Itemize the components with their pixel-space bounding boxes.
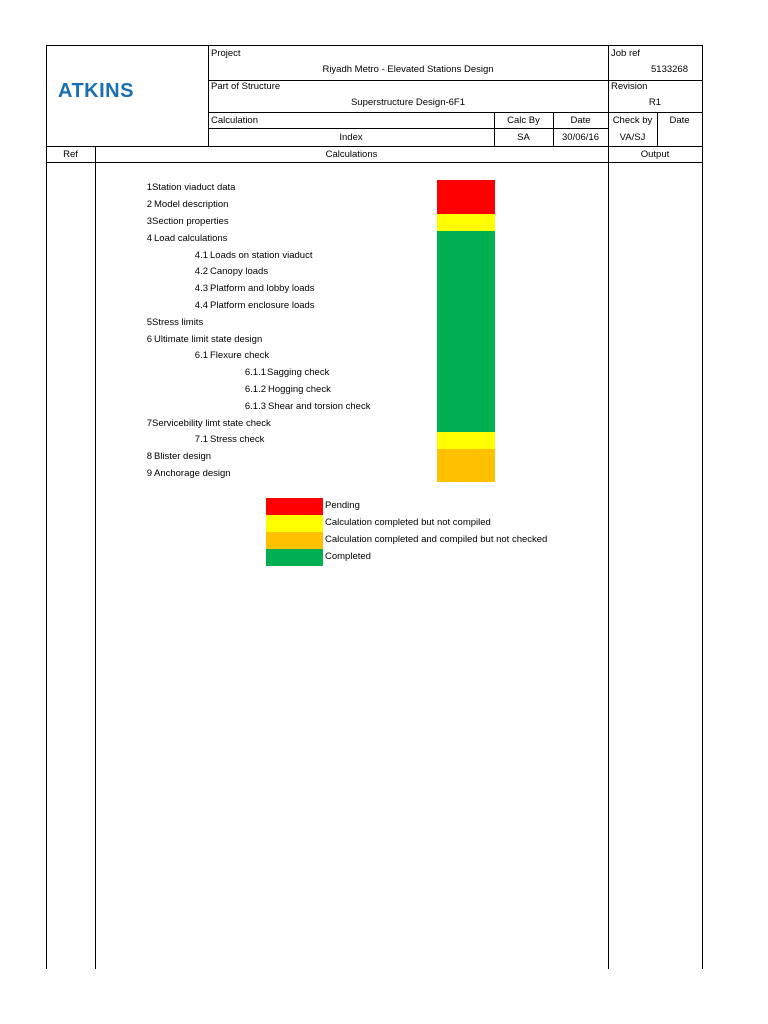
checkby-value: VA/SJ — [619, 132, 646, 143]
index-item: Loads on station viaduct — [210, 250, 313, 261]
ref-column-header: Ref — [63, 149, 78, 160]
revision-value: R1 — [648, 97, 661, 108]
date2-label: Date — [669, 115, 690, 126]
project-value: Riyadh Metro - Elevated Stations Design — [322, 64, 494, 75]
index-item: Blister design — [154, 451, 212, 462]
calc-value: Index — [339, 132, 363, 143]
date-label: Date — [570, 115, 591, 126]
jobref-value: 5133268 — [651, 64, 688, 75]
status-cell-completed — [437, 231, 495, 432]
jobref-label: Job ref — [611, 48, 641, 59]
index-num: 4.3 — [194, 283, 208, 294]
index-item: Flexure check — [210, 350, 270, 361]
part-label: Part of Structure — [211, 81, 281, 92]
index-item: Hogging check — [268, 384, 331, 395]
calc-label: Calculation — [211, 115, 258, 126]
index-item: Platform enclosure loads — [210, 300, 315, 311]
index-num: 6.1 — [194, 350, 208, 361]
index-item: Section properties — [152, 216, 229, 227]
legend-swatch-not-compiled — [266, 515, 323, 532]
project-label: Project — [211, 48, 241, 59]
index-num: 6 — [146, 334, 152, 345]
index-num: 7 — [146, 418, 152, 429]
index-item: Stress limits — [152, 317, 204, 328]
index-num: 5 — [146, 317, 152, 328]
index-item: Platform and lobby loads — [210, 283, 315, 294]
index-num: 6.1.3 — [244, 401, 266, 412]
index-item: Shear and torsion check — [268, 401, 371, 412]
index-num: 6.1.2 — [244, 384, 266, 395]
output-column-header: Output — [640, 149, 670, 160]
index-num: 8 — [146, 451, 152, 462]
index-num: 6.1.1 — [244, 367, 266, 378]
index-num: 7.1 — [194, 434, 208, 445]
index-item: Servicebility limt state check — [152, 418, 271, 429]
status-cell-not-checked — [437, 449, 495, 482]
index-num: 4 — [146, 233, 152, 244]
calcby-label: Calc By — [507, 115, 540, 126]
checkby-label: Check by — [612, 115, 653, 126]
index-item: Stress check — [210, 434, 265, 445]
calcby-value: SA — [517, 132, 530, 143]
index-num: 4.1 — [194, 250, 208, 261]
legend-label: Calculation completed and compiled but not checked — [325, 534, 548, 545]
index-item: Station viaduct data — [152, 182, 236, 193]
status-cell-pending — [437, 180, 495, 214]
index-num: 4.4 — [194, 300, 208, 311]
index-item: Ultimate limit state design — [154, 334, 263, 345]
index-num: 3 — [146, 216, 152, 227]
index-item: Sagging check — [267, 367, 330, 378]
index-num: 9 — [146, 468, 152, 479]
status-cell-not-compiled — [437, 432, 495, 449]
index-num: 1 — [146, 182, 152, 193]
index-num: 4.2 — [194, 266, 208, 277]
legend-label: Calculation completed but not compiled — [325, 517, 491, 528]
index-num: 2 — [146, 199, 152, 210]
revision-label: Revision — [611, 81, 648, 92]
date-value: 30/06/16 — [562, 132, 599, 143]
index-item: Anchorage design — [154, 468, 231, 479]
legend-swatch-not-checked — [266, 532, 323, 549]
index-item: Canopy loads — [210, 266, 269, 277]
index-item: Load calculations — [154, 233, 228, 244]
atkins-logo: ATKINS — [58, 80, 134, 102]
legend-label: Pending — [325, 500, 360, 511]
legend-label: Completed — [325, 551, 371, 562]
index-item: Model description — [154, 199, 229, 210]
legend-swatch-completed — [266, 549, 323, 566]
legend-swatch-pending — [266, 498, 323, 515]
calculations-column-header: Calculations — [325, 149, 378, 160]
part-value: Superstructure Design-6F1 — [350, 97, 466, 108]
status-cell-not-compiled — [437, 214, 495, 231]
